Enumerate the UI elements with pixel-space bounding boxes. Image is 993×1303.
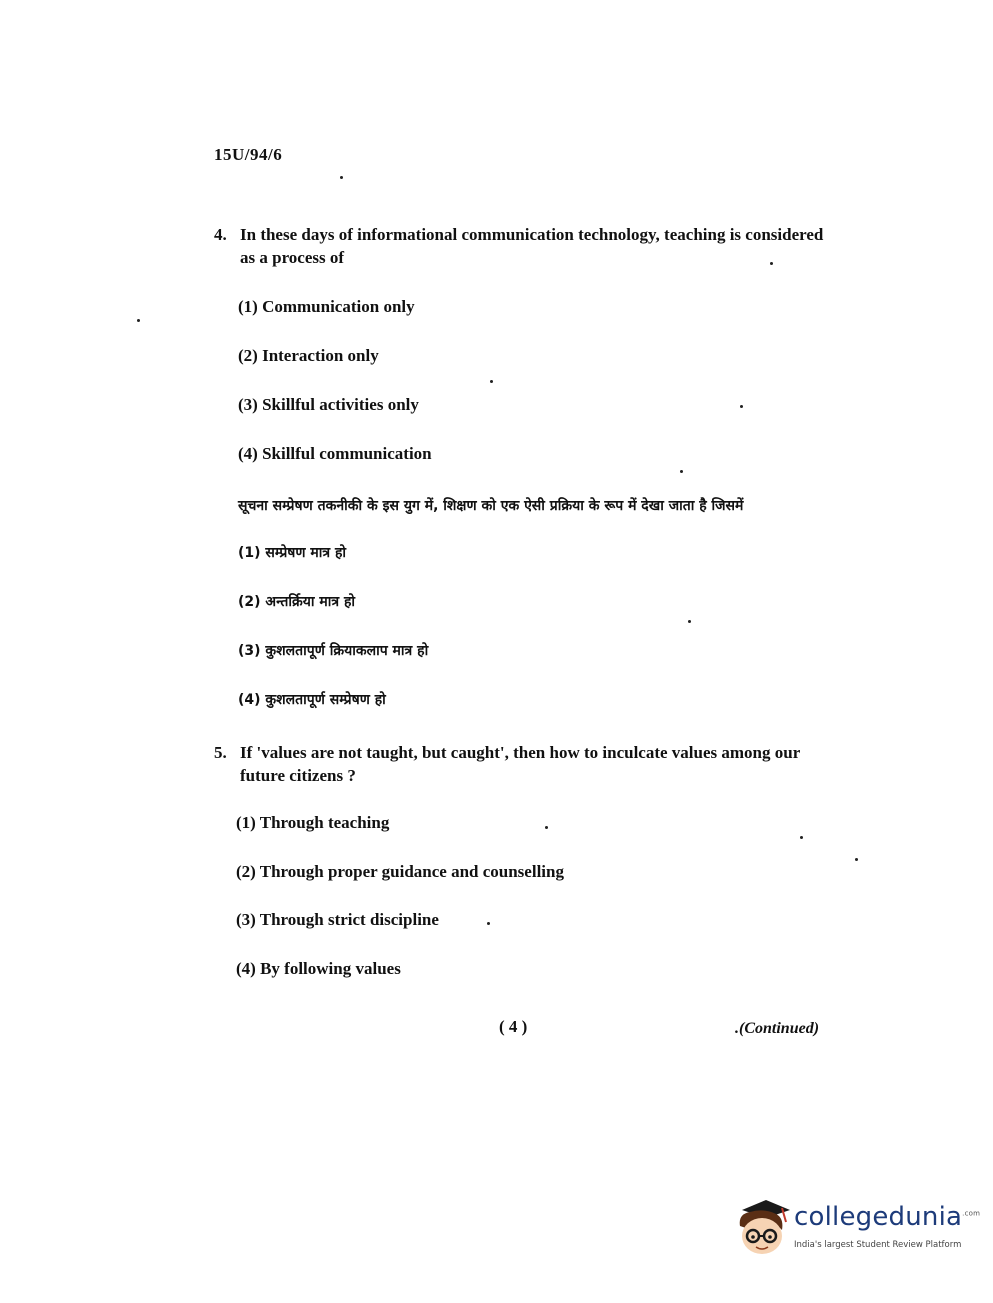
scan-speck — [487, 922, 490, 925]
q4-hindi-option-2: (2) अन्तर्क्रिया मात्र हो — [238, 594, 356, 610]
scan-speck — [137, 319, 140, 322]
brand-suffix: .com — [962, 1209, 981, 1218]
brand-name — [794, 1202, 980, 1232]
scan-speck — [770, 262, 773, 265]
q5-option-3: (3) Through strict discipline — [236, 910, 439, 929]
q5-option-1: (1) Through teaching — [236, 813, 390, 832]
mascot-icon — [734, 1196, 794, 1258]
question-number: 5. — [214, 743, 227, 762]
question-number: 4. — [214, 225, 227, 244]
brand-tagline: India's largest Student Review Platform — [794, 1240, 962, 1250]
scan-speck — [800, 836, 803, 839]
q4-option-1: (1) Communication only — [238, 297, 415, 316]
continued-label: .(Continued) — [735, 1020, 820, 1037]
q4-option-2: (2) Interaction only — [238, 346, 379, 365]
collegedunia-logo — [734, 1196, 981, 1266]
paper-code: 15U/94/6 — [214, 145, 283, 164]
scan-speck — [740, 405, 743, 408]
q4-hindi-option-1: (1) सम्प्रेषण मात्र हो — [238, 545, 347, 561]
question-5 — [214, 741, 834, 787]
question-text: In these days of informational communication technology, teaching is considered as a process of — [240, 225, 824, 267]
q4-hindi-option-3: (3) कुशलतापूर्ण क्रियाकलाप मात्र हो — [238, 643, 429, 659]
q4-option-4: (4) Skillful communication — [238, 444, 432, 463]
question-4 — [214, 223, 834, 269]
scan-speck — [545, 826, 548, 829]
scan-speck — [688, 620, 691, 623]
scan-speck — [855, 858, 858, 861]
scan-speck — [340, 176, 343, 179]
q4-option-3: (3) Skillful activities only — [238, 395, 419, 414]
scan-speck — [490, 380, 493, 383]
brand-name-text: collegedunia — [794, 1202, 963, 1232]
q4-hindi-option-4: (4) कुशलतापूर्ण सम्प्रेषण हो — [238, 692, 386, 708]
q5-option-4: (4) By following values — [236, 959, 401, 978]
page-number: ( 4 ) — [499, 1017, 528, 1036]
q4-hindi-text: सूचना सम्प्रेषण तकनीकी के इस युग में, शिक्षण को एक ऐसी प्रक्रिया के रूप में देखा जाता है जिसमें — [238, 498, 744, 514]
q5-option-2: (2) Through proper guidance and counselling — [236, 862, 564, 881]
scan-speck — [680, 470, 683, 473]
question-text: If 'values are not taught, but caught', then how to inculcate values among our future citizens ? — [240, 743, 800, 785]
